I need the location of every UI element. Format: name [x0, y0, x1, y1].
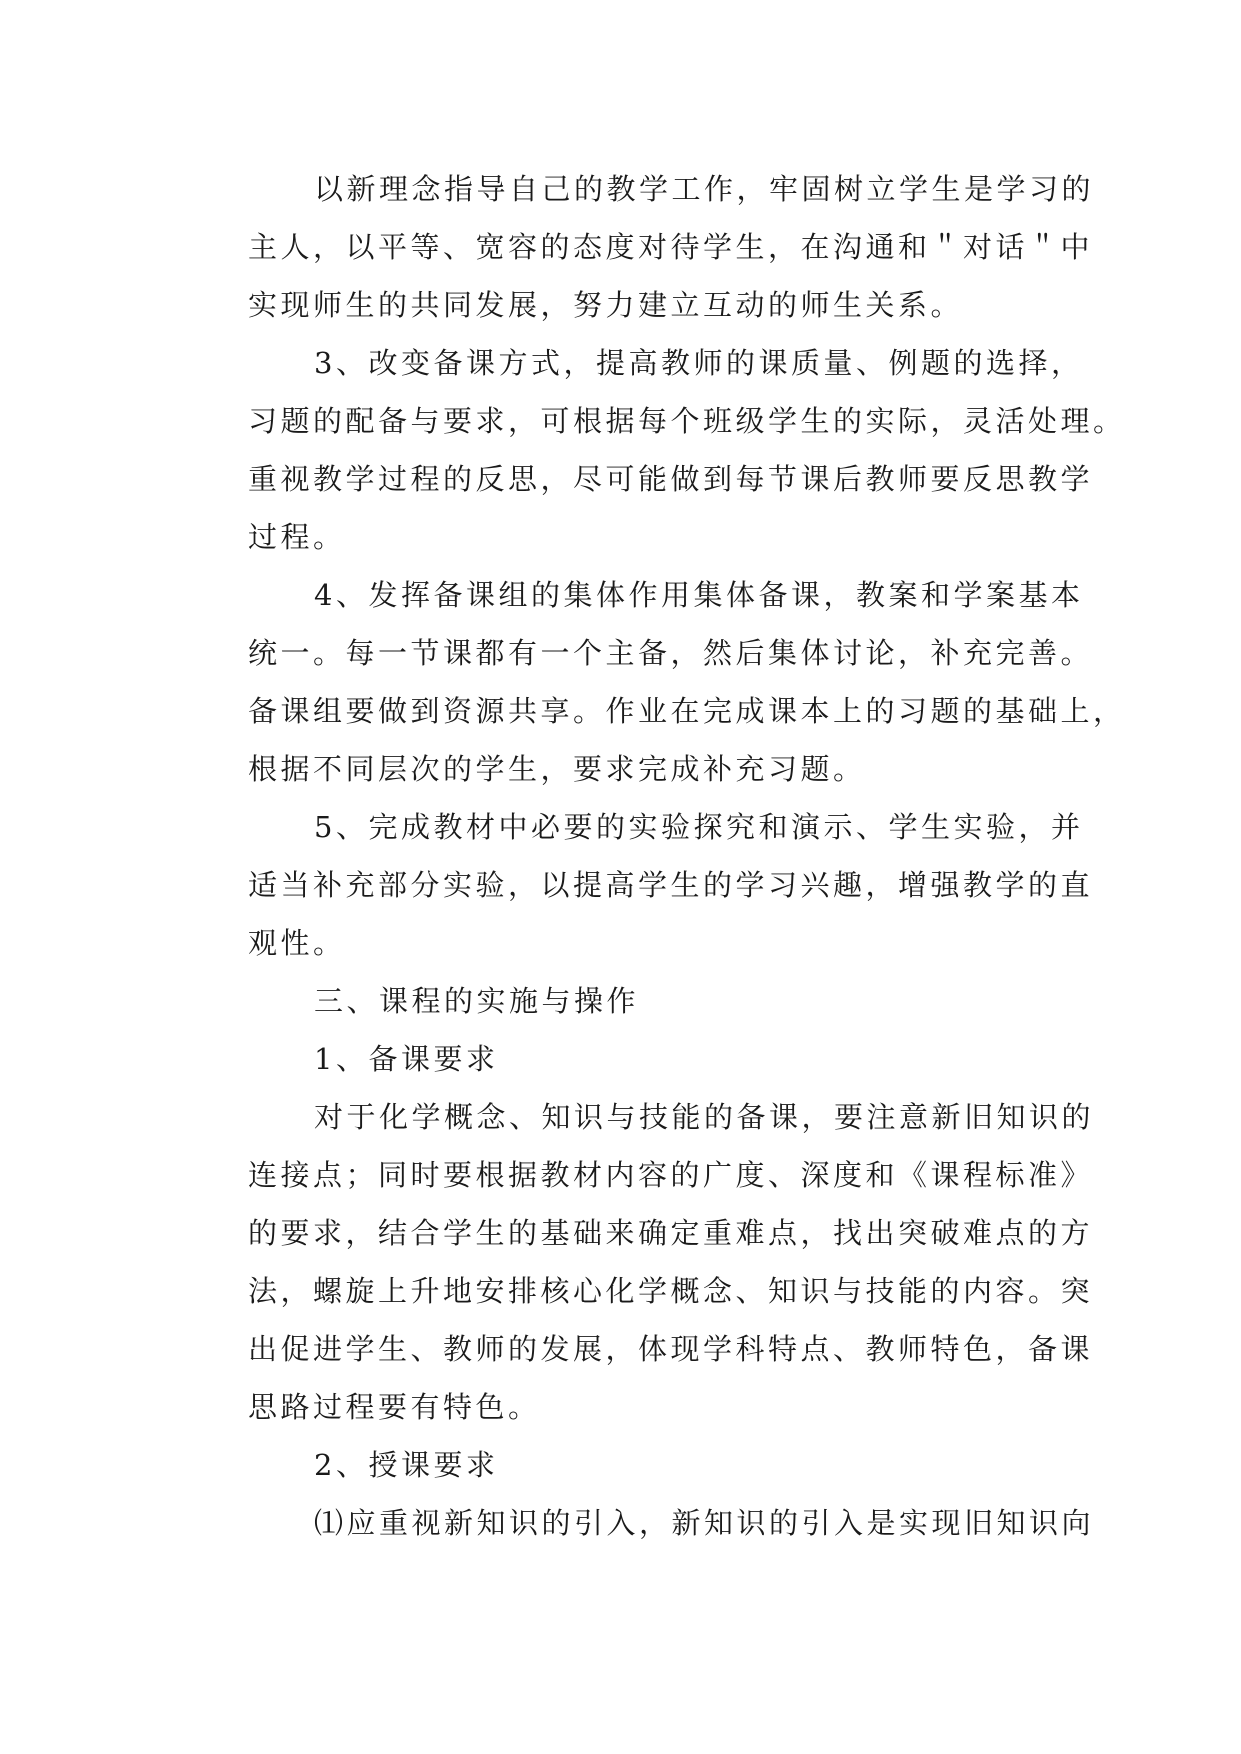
text-line: 的要求，结合学生的基础来确定重难点，找出突破难点的方: [248, 1216, 1094, 1250]
subheading: 2、授课要求: [314, 1448, 499, 1482]
document-body: [190, 160, 1126, 1552]
text-line: 3、改变备课方式，提高教师的课质量、例题的选择，: [314, 346, 1084, 380]
paragraph-item-4: [190, 566, 1126, 798]
text-line: 适当补充部分实验，以提高学生的学习兴趣，增强教学的直: [248, 868, 1094, 902]
subheading: 1、备课要求: [314, 1042, 499, 1076]
paragraph-teaching-philosophy: [190, 160, 1095, 334]
subheading-teaching: [190, 1436, 1050, 1494]
text-line: 对于化学概念、知识与技能的备课，要注意新旧知识的: [314, 1100, 1095, 1134]
text-line: 以新理念指导自己的教学工作，牢固树立学生是学习的: [314, 172, 1095, 206]
text-line: ⑴应重视新知识的引入，新知识的引入是实现旧知识向: [314, 1506, 1095, 1540]
paragraph-teaching-1: [190, 1494, 1095, 1552]
paragraph-item-3: [190, 334, 1126, 566]
text-line: 重视教学过程的反思，尽可能做到每节课后教师要反思教学: [248, 462, 1094, 496]
text-line: 思路过程要有特色。: [248, 1390, 541, 1424]
section-heading: 三、课程的实施与操作: [314, 984, 640, 1018]
section-heading-3: [190, 972, 1050, 1030]
text-line: 出促进学生、教师的发展，体现学科特点、教师特色，备课: [248, 1332, 1094, 1366]
text-line: 连接点；同时要根据教材内容的广度、深度和《课程标准》: [248, 1158, 1094, 1192]
text-line: 5、完成教材中必要的实验探究和演示、学生实验，并: [314, 810, 1084, 844]
paragraph-lesson-prep: [190, 1088, 1095, 1436]
text-line: 统一。每一节课都有一个主备，然后集体讨论，补充完善。: [248, 636, 1094, 670]
text-line: 根据不同层次的学生，要求完成补充习题。: [248, 752, 866, 786]
paragraph-item-5: [190, 798, 1094, 972]
subheading-lesson-prep: [190, 1030, 1050, 1088]
text-line: 备课组要做到资源共享。作业在完成课本上的习题的基础上，: [248, 694, 1126, 728]
text-line: 法，螺旋上升地安排核心化学概念、知识与技能的内容。突: [248, 1274, 1094, 1308]
text-line: 实现师生的共同发展，努力建立互动的师生关系。: [248, 288, 964, 322]
text-line: 过程。: [248, 520, 346, 554]
text-line: 4、发挥备课组的集体作用集体备课，教案和学案基本: [314, 578, 1084, 612]
text-line: 习题的配备与要求，可根据每个班级学生的实际，灵活处理。: [248, 404, 1126, 438]
text-line: 主人，以平等、宽容的态度对待学生，在沟通和＂对话＂中: [248, 230, 1094, 264]
text-line: 观性。: [248, 926, 346, 960]
